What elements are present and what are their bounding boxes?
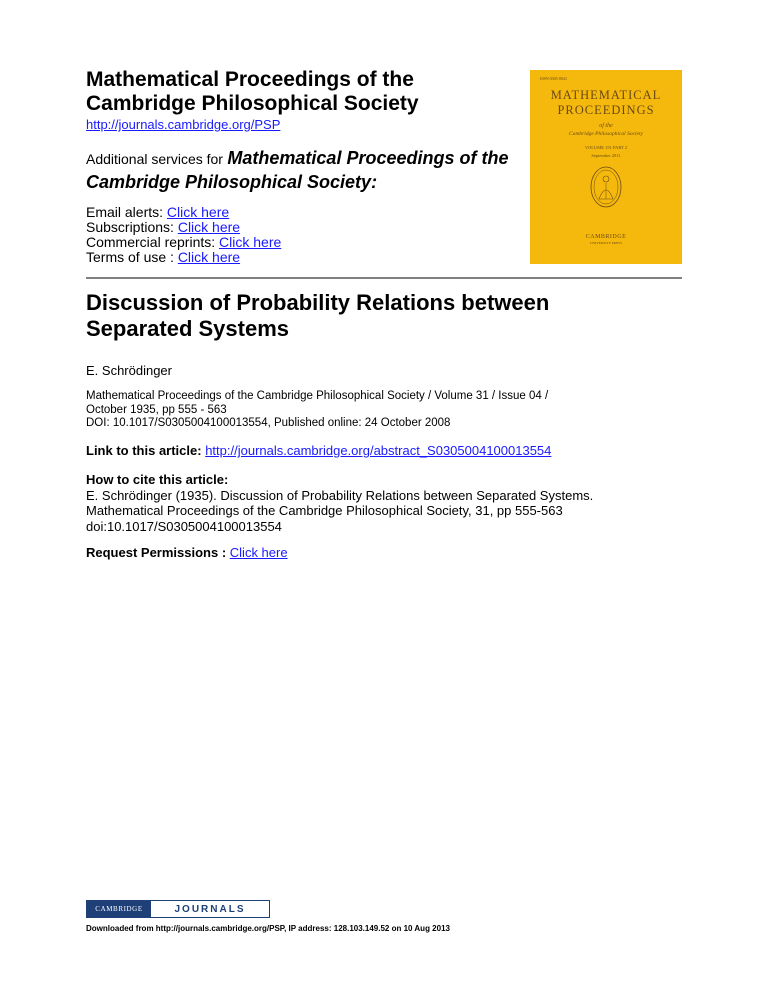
section-divider [86, 277, 682, 279]
cite-line1: E. Schrödinger (1935). Discussion of Probability Relations between Separated Systems. [86, 487, 594, 503]
email-alerts-link[interactable]: Click here [166, 204, 230, 220]
citation-line1: Mathematical Proceedings of the Cambridge Philosophical Society / Volume 31 / Issue 04 / [86, 390, 549, 402]
article-url-link[interactable]: http://journals.cambridge.org/abstract_S0305004100013554 [205, 443, 552, 458]
article-citation [86, 390, 606, 431]
subscriptions-label: Subscriptions: [86, 219, 174, 235]
link-to-article-label: Link to this article: [86, 443, 202, 458]
commercial-reprints-label: Commercial reprints: [86, 234, 216, 250]
terms-of-use-row [86, 250, 281, 265]
download-notice: Downloaded from http://journals.cambridge.org/PSP, IP address: 128.103.149.52 on 10 Aug 2013 [86, 924, 450, 933]
how-to-cite [86, 472, 686, 534]
cover-volume: VOLUME 151 PART 2 [584, 145, 628, 150]
how-to-cite-label: How to cite this article: [86, 472, 229, 487]
additional-services [86, 147, 526, 195]
terms-of-use-link[interactable]: Click here [177, 249, 241, 265]
cover-publisher-sub: UNIVERSITY PRESS [589, 241, 623, 245]
service-links [86, 205, 281, 265]
email-alerts-row [86, 205, 281, 220]
services-lead-text: Additional services for [86, 151, 223, 167]
citation-line2: October 1935, pp 555 - 563 [86, 403, 227, 416]
request-permissions-link[interactable]: Click here [229, 545, 288, 560]
cover-of: of the [599, 123, 613, 129]
terms-of-use-label: Terms of use : [86, 249, 174, 265]
cite-line3: doi:10.1017/S0305004100013554 [86, 518, 282, 534]
logo-cambridge: CAMBRIDGE [87, 901, 151, 917]
article-author: E. Schrödinger [86, 363, 172, 378]
cover-date: September 2011 [591, 153, 621, 158]
university-crest-icon [589, 165, 623, 209]
cover-title-line2: PROCEEDINGS [557, 103, 655, 117]
request-permissions-label: Request Permissions : [86, 545, 227, 560]
link-to-article [86, 443, 551, 458]
cambridge-journals-logo [86, 900, 270, 918]
email-alerts-label: Email alerts: [86, 204, 164, 220]
doi-line: DOI: 10.1017/S0305004100013554, Published online: 24 October 2008 [86, 417, 451, 429]
subscriptions-link[interactable]: Click here [177, 219, 241, 235]
commercial-reprints-row [86, 235, 281, 250]
cover-society: Cambridge Philosophical Society [569, 131, 643, 137]
cover-title-line1: MATHEMATICAL [550, 88, 662, 102]
journal-title: Mathematical Proceedings of the Cambridge Philosophical Society [86, 68, 419, 115]
services-journal-name: Mathematical Proceedings of the Cambridge Philosophical Society: [86, 148, 509, 192]
journal-cover [530, 70, 682, 264]
request-permissions [86, 545, 288, 560]
cite-line2: Mathematical Proceedings of the Cambridge Philosophical Society, 31, pp 555-563 [86, 503, 563, 518]
cover-issn: ISSN 0305-0041 [540, 76, 568, 81]
subscriptions-row [86, 220, 281, 235]
commercial-reprints-link[interactable]: Click here [219, 234, 282, 250]
logo-journals: JOURNALS [151, 901, 269, 917]
cover-publisher: CAMBRIDGE [585, 234, 627, 240]
journal-url-link[interactable]: http://journals.cambridge.org/PSP [86, 117, 281, 132]
article-title: Discussion of Probability Relations between Separated Systems [86, 290, 550, 341]
